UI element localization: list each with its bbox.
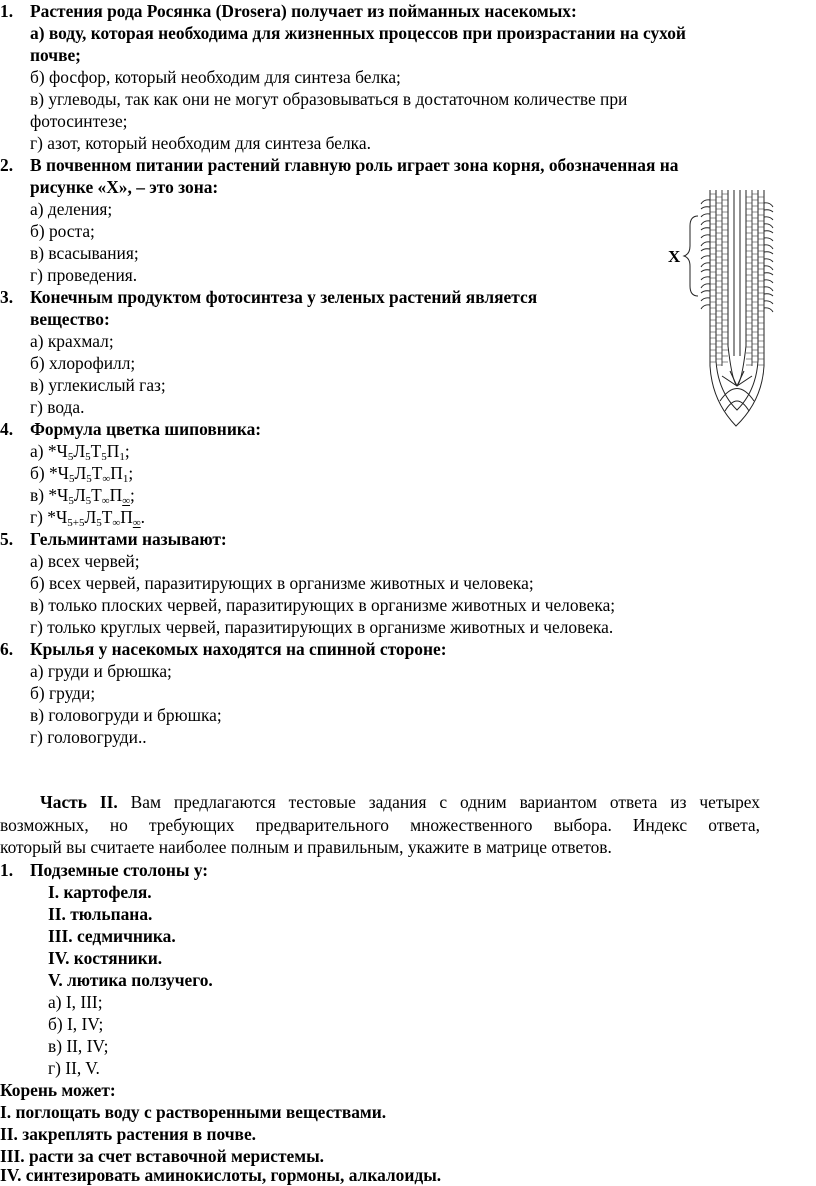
q4-title: Формула цветка шиповника: xyxy=(30,419,262,439)
root-hair xyxy=(764,224,773,228)
root-hair xyxy=(764,252,773,254)
p2-q2-item-4: IV. синтезировать аминокислоты, гормоны, алкалоиды. xyxy=(0,1165,442,1185)
q4-option-a: а) $*Ч_5Л_5Т_5П_1$; xyxy=(30,441,130,463)
root-hair xyxy=(701,242,710,246)
q1-option-c: в) углеводы, так как они не могут образовываться в достаточном количестве при xyxy=(30,89,628,109)
part2-intro: Часть II. Вам предлагаются тестовые задания с одним вариантом ответа из четырех возможных, но требующих предварительного множественного выбора. Индекс ответа, который вы считаете наиболее полным и правильным, укажите в матрице ответов. xyxy=(0,792,760,858)
part2-heading: Часть II. xyxy=(40,792,118,812)
root-hair xyxy=(764,217,773,220)
p2-q1-option-d: г) II, V. xyxy=(48,1058,100,1078)
root-hair xyxy=(764,231,773,233)
p2-q2-title: Корень может: xyxy=(0,1080,116,1100)
q3-number: 3. xyxy=(0,287,14,307)
root-hair xyxy=(764,280,773,283)
q3-option-b: б) хлорофилл; xyxy=(30,353,136,373)
root-hair xyxy=(701,305,710,309)
root-hair xyxy=(764,294,773,296)
p2-q1-number: 1. xyxy=(0,860,14,880)
p2-q2-item-2: II. закреплять растения в почве. xyxy=(0,1124,257,1144)
q1-option-b: б) фосфор, который необходим для синтеза белка; xyxy=(30,67,401,87)
q2-number: 2. xyxy=(0,155,14,175)
root-hair xyxy=(701,270,710,272)
root-hair xyxy=(764,210,773,212)
p2-q2-item-1: I. поглощать воду с растворенными веществами. xyxy=(0,1102,387,1122)
p2-q1-item-4: IV. костяники. xyxy=(48,948,163,968)
root-hair xyxy=(701,291,710,293)
q6-option-b: б) груди; xyxy=(30,683,96,703)
root-hair xyxy=(764,259,773,262)
q6-title: Крылья у насекомых находятся на спинной стороне: xyxy=(30,639,447,659)
q5-option-a: а) всех червей; xyxy=(30,551,140,571)
q3-option-a: а) крахмал; xyxy=(30,331,114,351)
root-hair xyxy=(701,221,710,225)
root-zone-figure xyxy=(660,186,800,436)
root-hair xyxy=(701,228,710,230)
p2-q1-option-a: а) I, III; xyxy=(48,992,103,1012)
q1-option-d: г) азот, который необходим для синтеза белка. xyxy=(30,133,371,153)
q1-option-a: а) воду, которая необходима для жизненных процессов при произрастании на сухой xyxy=(30,23,686,43)
p2-q1-option-b: б) I, IV; xyxy=(48,1014,104,1034)
root-hair xyxy=(764,245,773,249)
root-hair xyxy=(701,263,710,267)
q5-option-b: б) всех червей, паразитирующих в организме животных и человека; xyxy=(30,573,534,593)
root-hair xyxy=(701,235,710,238)
q3-title-cont: вещество: xyxy=(30,309,110,329)
root-hair xyxy=(701,214,710,217)
root-hair xyxy=(764,287,773,291)
root-hair xyxy=(701,200,710,204)
p2-q1-item-1: I. картофеля. xyxy=(48,882,152,902)
q1-number: 1. xyxy=(0,1,14,21)
root-hair xyxy=(701,284,710,288)
p2-q2-item-3: III. расти за счет вставочной меристемы. xyxy=(0,1146,325,1166)
root-hair xyxy=(701,277,710,280)
p2-q1-item-5: V. лютика ползучего. xyxy=(48,970,213,990)
q2-option-d: г) проведения. xyxy=(30,265,138,285)
q3-title: Конечным продуктом фотосинтеза у зеленых растений является xyxy=(30,287,538,307)
q5-option-d: г) только круглых червей, паразитирующих в организме животных и человека. xyxy=(30,617,614,637)
q6-option-d: г) головогруди.. xyxy=(30,727,147,747)
q2-title-cont: рисунке «Х», – это зона: xyxy=(30,177,219,197)
q4-option-d: г) $*Ч_{5+5}Л_5Т_\infty П_\infty$. xyxy=(30,507,146,529)
q1-option-a-cont: почве; xyxy=(30,45,81,65)
p2-q1-option-c: в) II, IV; xyxy=(48,1036,109,1056)
root-hair xyxy=(764,301,773,304)
q4-option-c: в) $*Ч_5Л_5Т_\infty П_\infty$; xyxy=(30,485,135,507)
q1-option-c-cont: фотосинтезе; xyxy=(30,111,128,131)
root-hair xyxy=(701,298,710,301)
root-hair xyxy=(764,203,773,207)
q2-option-a: а) деления; xyxy=(30,199,113,219)
root-hair xyxy=(701,249,710,251)
p2-q1-title: Подземные столоны у: xyxy=(30,860,209,880)
root-hair xyxy=(701,207,710,209)
q6-number: 6. xyxy=(0,639,14,659)
figure-label-x: X xyxy=(668,247,681,266)
p2-q1-item-3: III. седмичника. xyxy=(48,926,176,946)
q2-title: В почвенном питании растений главную роль играет зона корня, обозначенная на xyxy=(30,155,679,175)
q6-option-c: в) головогруди и брюшка; xyxy=(30,705,222,725)
q5-number: 5. xyxy=(0,529,14,549)
q3-option-d: г) вода. xyxy=(30,397,85,417)
root-hair xyxy=(764,308,773,312)
root-hair xyxy=(764,266,773,270)
p2-q1-item-2: II. тюльпана. xyxy=(48,904,153,924)
root-hair xyxy=(701,256,710,259)
q4-option-b: б) $*Ч_5Л_5Т_\infty П_1$; xyxy=(30,463,134,485)
q6-option-a: а) груди и брюшка; xyxy=(30,661,172,681)
q5-option-c: в) только плоских червей, паразитирующих в организме животных и человека; xyxy=(30,595,616,615)
root-hair xyxy=(764,273,773,275)
root-hair xyxy=(764,238,773,241)
q2-option-b: б) роста; xyxy=(30,221,95,241)
q1-title: Растения рода Росянка (Drosera) получает из пойманных насекомых: xyxy=(30,1,577,21)
q4-number: 4. xyxy=(0,419,14,439)
q5-title: Гельминтами называют: xyxy=(30,529,227,549)
q3-option-c: в) углекислый газ; xyxy=(30,375,166,395)
q2-option-c: в) всасывания; xyxy=(30,243,139,263)
